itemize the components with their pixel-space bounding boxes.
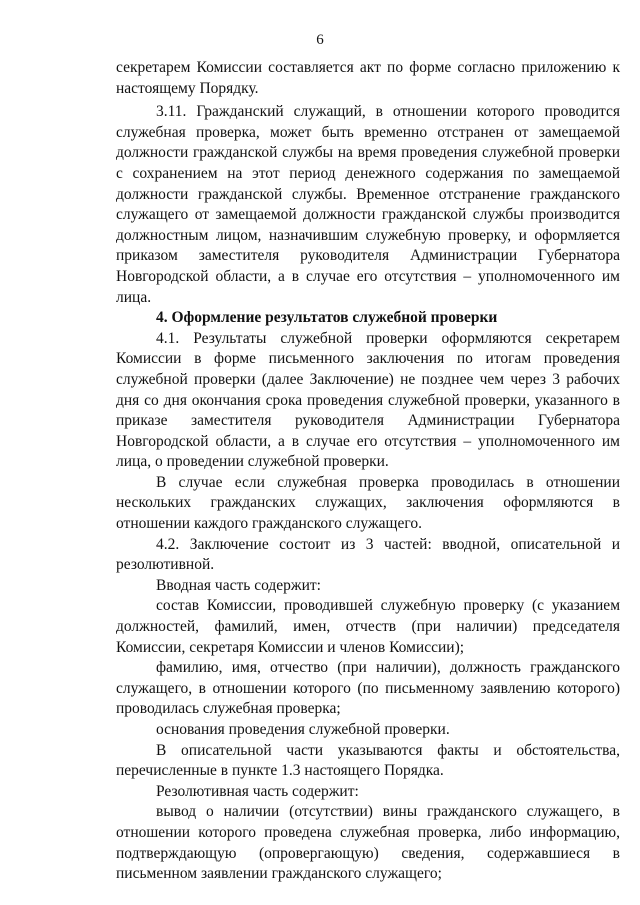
paragraph-continuation: секретарем Комиссии составляется акт по форме согласно приложению к настоящему Порядку.	[116, 59, 620, 97]
paragraph-descriptive-part: В описательной части указываются факты и обстоятельства, перечисленные в пункте 1.3 настоящего Порядка.	[116, 741, 620, 780]
paragraph-employee-details: фамилию, имя, отчество (при наличии), должность гражданского служащего, в отношении которого (по письменному заявлению которого) проводилась служебная проверка;	[116, 659, 620, 718]
paragraph-resolutive-part: Резолютивная часть содержит:	[156, 782, 359, 800]
section-heading-4: 4. Оформление результатов служебной проверки	[156, 309, 498, 327]
paragraph-intro-part: Вводная часть содержит:	[156, 576, 321, 594]
paragraph-4-1: 4.1. Результаты служебной проверки оформляются секретарем Комиссии в форме письменного заключения по итогам проведения служебной проверки (далее Заключение) не позднее чем через 3 рабочих дня со дня окончания срока проведения служебной проверки, указанного в приказе заместителя руководителя Администрации Губернатора Новгородской области, а в случае его отсутствия – уполномоченного им лица, о проведении служебной проверки.	[116, 329, 620, 471]
paragraph-grounds: основания проведения служебной проверки.	[156, 721, 450, 738]
paragraph-commission-composition: состав Комиссии, проводившей служебную проверку (с указанием должностей, фамилий, имен, отчеств (при наличии) председателя Комиссии, секретаря Комиссии и членов Комиссии);	[116, 597, 620, 656]
page-number: 6	[316, 32, 324, 48]
paragraph-guilt-conclusion: вывод о наличии (отсутствии) вины гражданского служащего, в отношении которого проведена служебная проверка, либо информацию, подтверждающую (опровергающую) сведения, содержавшиеся в письменном заявлении гражданского служащего;	[116, 803, 620, 883]
paragraph-multiple-employees: В случае если служебная проверка проводилась в отношении нескольких гражданских служащих, заключения оформляются в отношении каждого гражданского служащего.	[116, 473, 620, 533]
paragraph-3-11: 3.11. Гражданский служащий, в отношении которого проводится служебная проверка, может быть временно отстранен от замещаемой должности гражданской службы на время проведения служебной проверки с сохранением на этот период денежного содержания по замещаемой должности гражданской службы. Временное отстранение гражданского служащего от замещаемой должности гражданской службы производится должностным лицом, назначившим служебную проверку, и оформляется приказом заместителя руководителя Администрации Губернатора Новгородской области, а в случае его отсутствия – уполномоченного им лица.	[116, 103, 620, 306]
paragraph-4-2: 4.2. Заключение состоит из 3 частей: вводной, описательной и резолютивной.	[116, 535, 620, 574]
document-body	[116, 58, 620, 885]
